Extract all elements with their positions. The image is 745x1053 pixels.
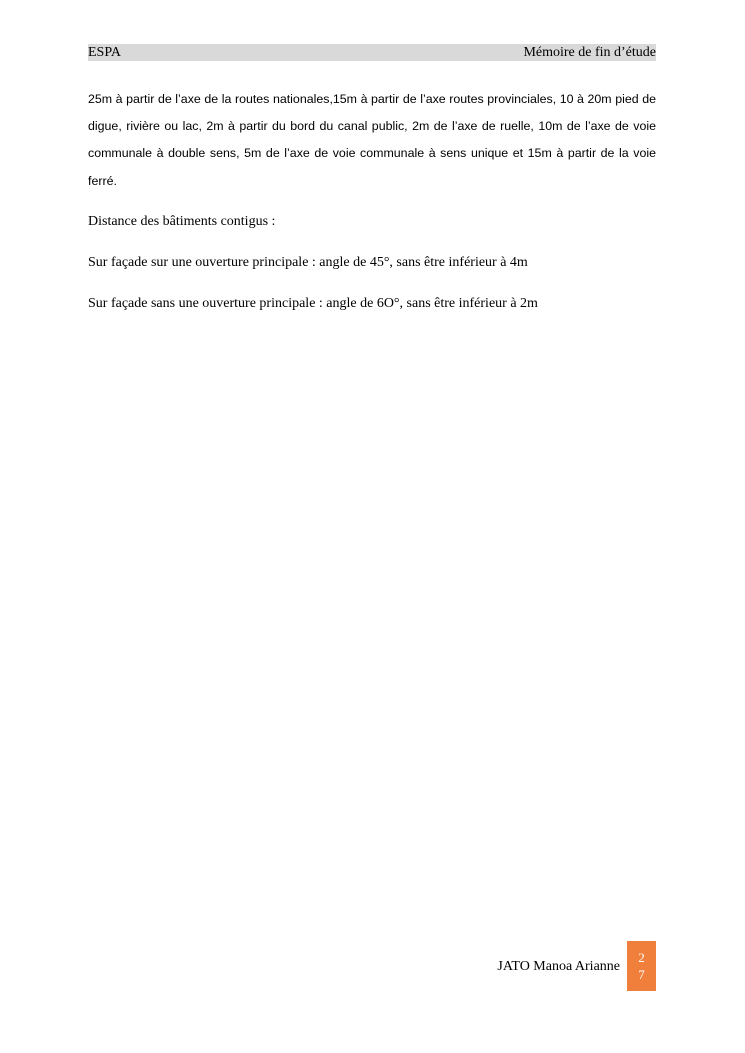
header-left-text: ESPA [88,45,121,60]
page-header [88,44,656,61]
body-line-without-main-opening: Sur façade sans une ouverture principale : angle de 6O°, sans être inférieur à 2m [88,296,538,311]
body-line-with-main-opening: Sur façade sur une ouverture principale : angle de 45°, sans être inférieur à 4m [88,255,528,270]
header-right-text: Mémoire de fin d’étude [523,45,656,60]
page-number-badge [627,941,656,991]
footer-author: JATO Manoa Arianne [497,959,620,974]
page-number-digit-1: 2 [638,950,645,965]
body-line-contiguous-distance: Distance des bâtiments contigus : [88,214,276,229]
body-paragraph-setbacks: 25m à partir de l’axe de la routes nationales,15m à partir de l’axe routes provinciales, 10 à 20m pied de digue, rivière ou lac, 2m à partir du bord du canal public, 2m de l’axe de ruelle, 10m de l’axe de voie communale à double sens, 5m de l’axe de voie communale à sens unique et 15m à partir de la voie ferré. [88,92,656,188]
page-number-digit-2: 7 [638,967,645,982]
